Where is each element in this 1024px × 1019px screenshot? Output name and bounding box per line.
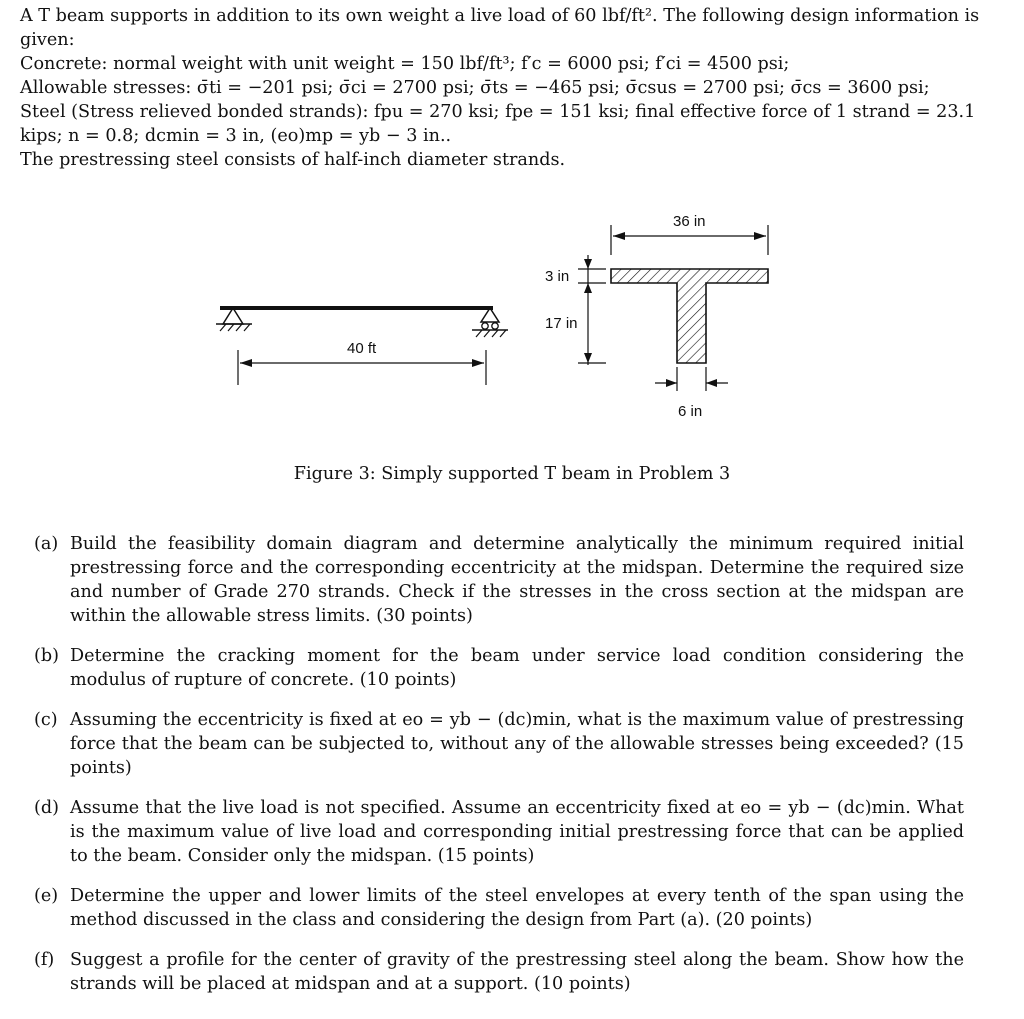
- roller-support-icon: [472, 308, 508, 337]
- problem-statement: [20, 4, 1004, 172]
- question-label: (e): [34, 886, 59, 906]
- question-item: [34, 884, 964, 932]
- question-text: Determine the cracking moment for the beam under service load condition considering the modulus of rupture of concrete. (10 points): [70, 646, 964, 690]
- question-label: (a): [34, 534, 59, 554]
- question-label: (d): [34, 798, 59, 818]
- web-width-label: 6 in: [678, 403, 703, 420]
- t-section-shape: [611, 269, 768, 363]
- allowable-stresses: Allowable stresses: σ̄ti = −201 psi; σ̄ci = 2700 psi; σ̄ts = −465 psi; σ̄csus = 2700 psi; σ̄cs = 3600 psi;: [20, 78, 930, 98]
- figure-3: [190, 195, 810, 435]
- question-item: [34, 532, 964, 628]
- question-item: [34, 796, 964, 868]
- web-depth-label: 17 in: [545, 315, 578, 332]
- pin-support-icon: [216, 308, 252, 331]
- t-section: [545, 213, 768, 420]
- question-label: (b): [34, 646, 59, 666]
- question-item: [34, 708, 964, 780]
- question-text: Suggest a profile for the center of gravity of the prestressing steel along the beam. Show how the strands will be placed at midspan and at a support. (10 points): [70, 950, 964, 994]
- steel-properties: Steel (Stress relieved bonded strands): fpu = 270 ksi; fpe = 151 ksi; final effective force of 1 strand = 23.1 kips; n = 0.8; dcmin = 3 in, (eo)mp = yb − 3 in..: [20, 102, 976, 146]
- question-label: (c): [34, 710, 58, 730]
- problem-line-1: A T beam supports in addition to its own weight a live load of 60 lbf/ft². The following design information is given:: [20, 6, 980, 50]
- beam-diagram: [190, 195, 810, 435]
- figure-caption: Figure 3: Simply supported T beam in Problem 3: [293, 464, 731, 484]
- question-text: Assuming the eccentricity is fixed at eo = yb − (dc)min, what is the maximum value of prestressing force that the beam can be subjected to, without any of the allowable stresses being exceeded? (15 points): [70, 710, 964, 778]
- question-text: Assume that the live load is not specified. Assume an eccentricity fixed at eo = yb − (dc)min. What is the maximum value of live load and corresponding initial prestressing force that can be applied to the beam. Consider only the midspan. (15 points): [70, 798, 964, 866]
- question-text: Determine the upper and lower limits of the steel envelopes at every tenth of the span using the method discussed in the class and considering the design from Part (a). (20 points): [70, 886, 964, 930]
- question-item: [34, 948, 964, 996]
- question-label: (f): [34, 950, 55, 970]
- flange-width-label: 36 in: [673, 213, 706, 230]
- span-label: 40 ft: [347, 340, 377, 357]
- flange-thickness-label: 3 in: [545, 268, 570, 285]
- question-list: [34, 532, 964, 1012]
- question-text: Build the feasibility domain diagram and determine analytically the minimum required initial prestressing force and the corresponding eccentricity at the midspan. Determine the required size and number of Grade 270 strands. Check if the stresses in the cross section at the midspan are within the allowable stress limits. (30 points): [70, 534, 964, 626]
- question-item: [34, 644, 964, 692]
- strand-description: The prestressing steel consists of half-inch diameter strands.: [20, 150, 566, 170]
- concrete-properties: Concrete: normal weight with unit weight = 150 lbf/ft³; f′c = 6000 psi; f′ci = 4500 psi;: [20, 54, 790, 74]
- beam-elevation: [216, 308, 508, 385]
